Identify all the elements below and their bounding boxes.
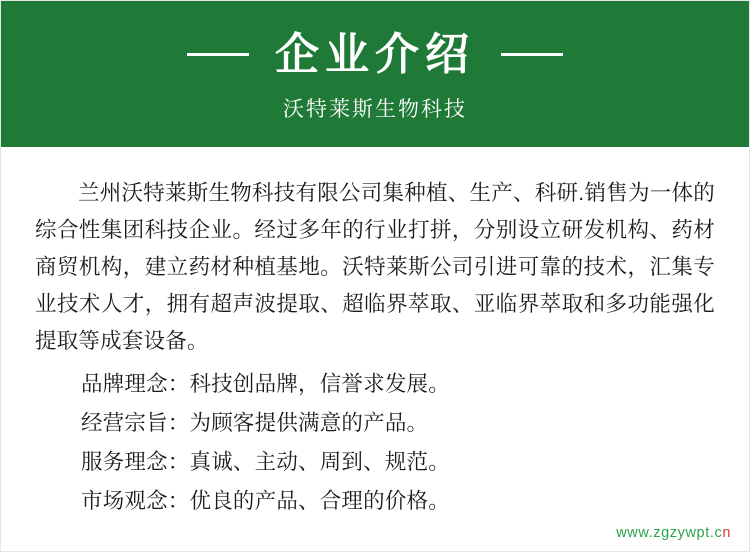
point-value-brand: 科技创品牌，信誉求发展。 (189, 371, 450, 396)
point-value-business: 为顾客提供满意的产品。 (189, 410, 429, 435)
point-value-service: 真诚、主动、周到、规范。 (189, 449, 450, 474)
list-item (35, 405, 715, 442)
content-area (1, 147, 749, 520)
list-item (35, 483, 715, 520)
list-item (35, 366, 715, 403)
point-label-service: 服务理念： (81, 449, 190, 474)
point-label-market: 市场观念： (81, 488, 190, 513)
page-subtitle: 沃特莱斯生物科技 (283, 98, 467, 122)
page-title: 企业介绍 (275, 29, 475, 79)
point-value-market: 优良的产品、合理的价格。 (189, 488, 450, 513)
point-label-brand: 品牌理念： (81, 371, 190, 396)
banner-title-row (187, 31, 563, 79)
list-item (35, 444, 715, 481)
point-label-business: 经营宗旨： (81, 410, 190, 435)
decorative-rule-right (501, 53, 563, 56)
decorative-rule-left (187, 53, 249, 56)
watermark-tail: n (722, 525, 731, 541)
site-watermark (616, 525, 731, 541)
philosophy-list (35, 366, 715, 520)
intro-paragraph: 兰州沃特莱斯生物科技有限公司集种植、生产、科研.销售为一体的综合性集团科技企业。经过多年的行业打拼，分别设立研发机构、药材商贸机构，建立药材种植基地。沃特莱斯公司引进可靠的技术，汇集专业技术人才，拥有超声波提取、超临界萃取、亚临界萃取和多功能强化提取等成套设备。 (35, 181, 715, 353)
watermark-text: www.zgzywpt.c (616, 525, 723, 541)
header-banner (1, 1, 749, 147)
